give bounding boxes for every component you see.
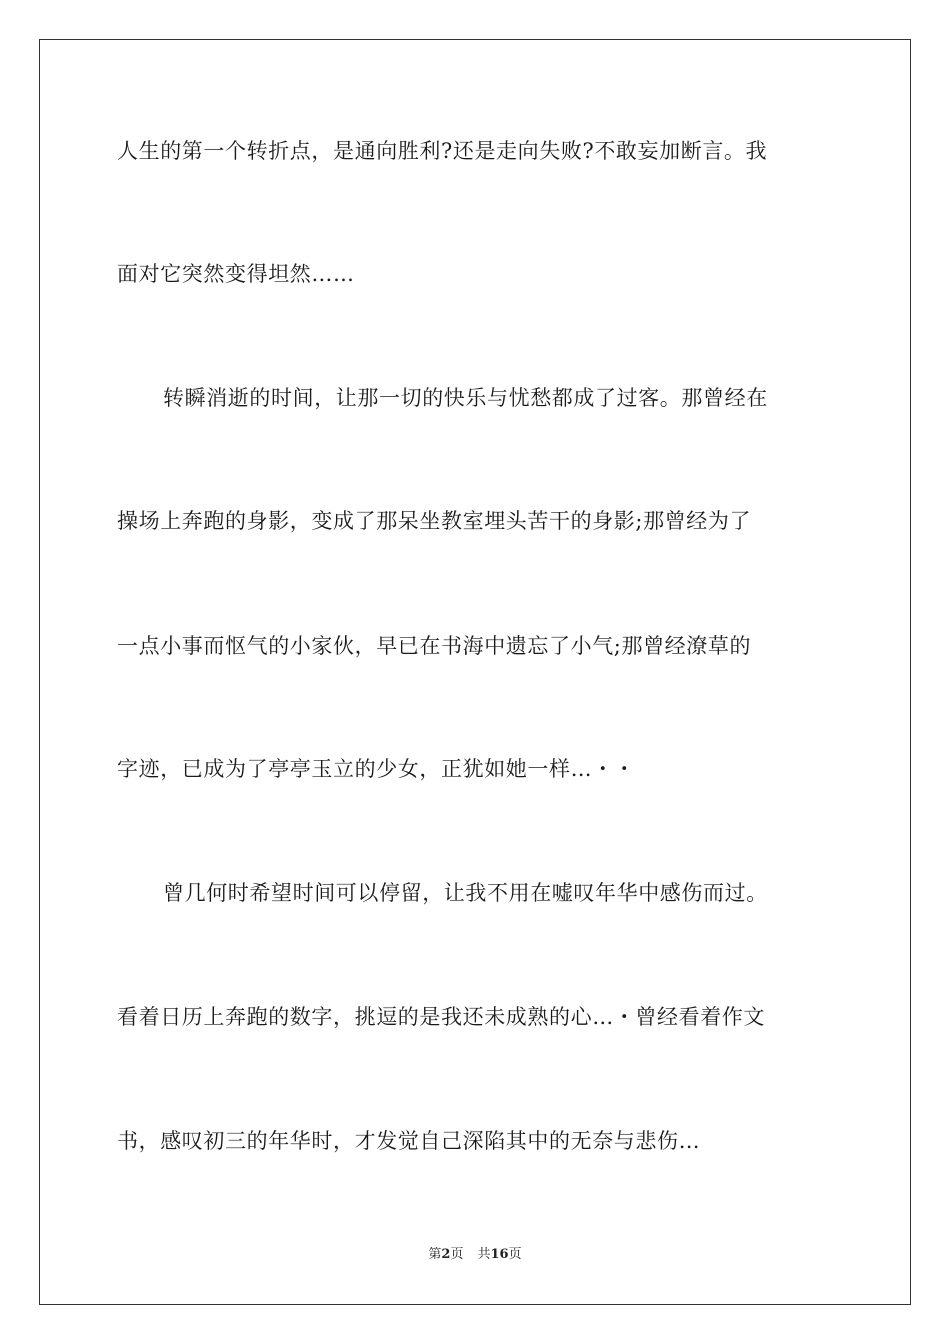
paragraph-2-line-3: 一点小事而怄气的小家伙，早已在书海中遗忘了小气;那曾经潦草的 <box>117 634 752 658</box>
total-pages-suffix: 页 <box>508 1247 522 1262</box>
paragraph-2-line-4: 字迹，已成为了亭亭玉立的少女，正犹如她一样…・・ <box>117 757 636 781</box>
page-number-prefix: 第 <box>428 1247 442 1262</box>
paragraph-3-line-2: 看着日历上奔跑的数字，挑逗的是我还未成熟的心…・曾经看着作文 <box>117 1005 765 1029</box>
total-pages-prefix: 共 <box>477 1247 491 1262</box>
paragraph-3-line-3: 书，感叹初三的年华时，才发觉自己深陷其中的无奈与悲伤… <box>117 1129 701 1153</box>
paragraph-2-line-1: 转瞬消逝的时间，让那一切的快乐与忧愁都成了过客。那曾经在 <box>163 386 768 410</box>
paragraph-2-line-2: 操场上奔跑的身影，变成了那呆坐教室埋头苦干的身影;那曾经为了 <box>117 509 752 533</box>
paragraph-1-line-1: 人生的第一个转折点，是通向胜利?还是走向失败?不敢妄加断言。我 <box>117 139 768 163</box>
page-footer <box>0 1246 950 1264</box>
paragraph-1-line-2: 面对它突然变得坦然…… <box>117 262 355 286</box>
paragraph-3-line-1: 曾几何时希望时间可以停留，让我不用在嘘叹年华中感伤而过。 <box>163 881 768 905</box>
page-border <box>39 39 911 1305</box>
page-number-suffix: 页 <box>450 1247 464 1262</box>
page-number: 2 <box>441 1247 451 1262</box>
total-pages: 16 <box>490 1247 509 1262</box>
